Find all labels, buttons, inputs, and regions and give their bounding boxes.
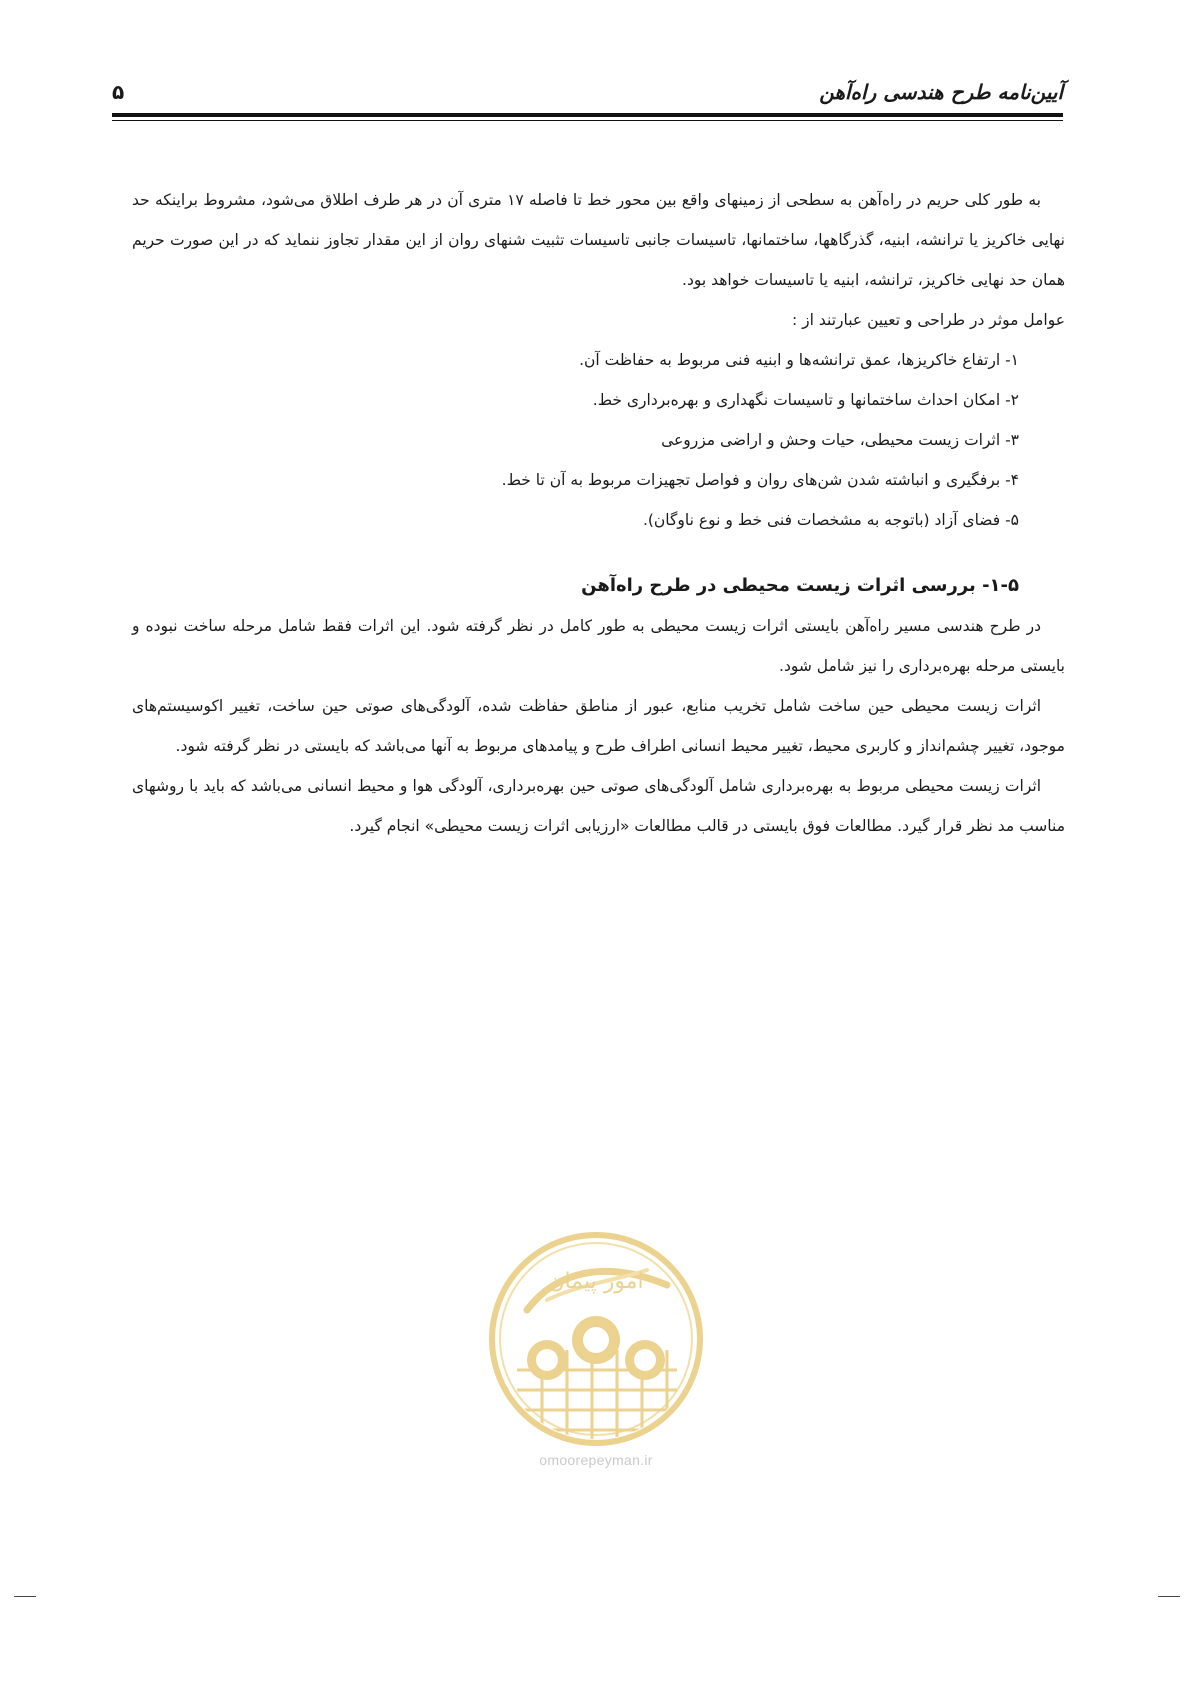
watermark-seal-icon <box>487 1230 705 1448</box>
page-number: ۵ <box>112 80 125 104</box>
page-body <box>132 180 1065 846</box>
factors-list <box>132 340 1065 540</box>
list-item: ۲- امکان احداث ساختمانها و تاسیسات نگهداری و بهره‌برداری خط. <box>592 391 1019 409</box>
list-item: ۱- ارتفاع خاکریزها، عمق ترانشه‌ها و ابنیه فنی مربوط به حفاظت آن. <box>579 351 1019 369</box>
running-title: آیین‌نامه طرح هندسی راه‌آهن <box>819 80 1063 104</box>
list-item: ۵- فضای آزاد (باتوجه به مشخصات فنی خط و نوع ناوگان). <box>642 511 1019 529</box>
section-paragraph: در طرح هندسی مسیر راه‌آهن بایستی اثرات زیست محیطی به طور کامل در نظر گرفته شود. این اثرات فقط شامل مرحله ساخت نبوده و بایستی مرحله بهره‌برداری را نیز شامل شود. <box>132 617 1065 675</box>
watermark-logo-text: امور پیمان <box>548 1269 644 1294</box>
section-paragraph: اثرات زیست محیطی مربوط به بهره‌برداری شامل آلودگی‌های صوتی حین بهره‌برداری، آلودگی هوا و محیط انسانی می‌باشد که باید با روشهای مناسب مد نظر قرار گیرد. مطالعات فوق بایستی در قالب مطالعات «ارزیابی اثرات زیست محیطی» انجام گیرد. <box>132 777 1065 835</box>
watermark-url: omoorepeyman.ir <box>539 1452 653 1468</box>
header-rule-thin <box>112 120 1063 121</box>
section-paragraph: اثرات زیست محیطی حین ساخت شامل تخریب منابع، عبور از مناطق حفاظت شده، آلودگی‌های صوتی حین ساخت، تغییر اکوسیستم‌های موجود، تغییر چشم‌انداز و کاربری محیط، تغییر محیط انسانی اطراف طرح و پیامدهای مربوط به آنها می‌باشد که بایستی در نظر گرفته شود. <box>132 697 1065 755</box>
intro-paragraph: به طور کلی حریم در راه‌آهن به سطحی از زمینهای واقع بین محور خط تا فاصله ۱۷ متری آن در هر طرف اطلاق می‌شود، مشروط براینکه حد نهایی خاکریز یا ترانشه، ابنیه، گذرگاهها، ساختمانها، تاسیسات جانبی تاسیسات تثبیت شنهای روان از این مقدار تجاوز ننماید که در این صورت حریم همان حد نهایی خاکریز، ترانشه، ابنیه یا تاسیسات خواهد بود. <box>132 191 1065 289</box>
page-header <box>112 80 1063 114</box>
scan-mark-right <box>1158 1596 1180 1597</box>
scan-mark-left <box>14 1596 36 1597</box>
factors-intro: عوامل موثر در طراحی و تعیین عبارتند از : <box>792 311 1065 329</box>
section-heading: ۱-۵- بررسی اثرات زیست محیطی در طرح راه‌آهن <box>581 575 1019 596</box>
list-item: ۳- اثرات زیست محیطی، حیات وحش و اراضی مزروعی <box>661 431 1019 449</box>
list-item: ۴- برفگیری و انباشته شدن شن‌های روان و فواصل تجهیزات مربوط به آن تا خط. <box>501 471 1019 489</box>
watermark-logo <box>487 1230 705 1476</box>
header-rule-thick <box>112 113 1063 117</box>
